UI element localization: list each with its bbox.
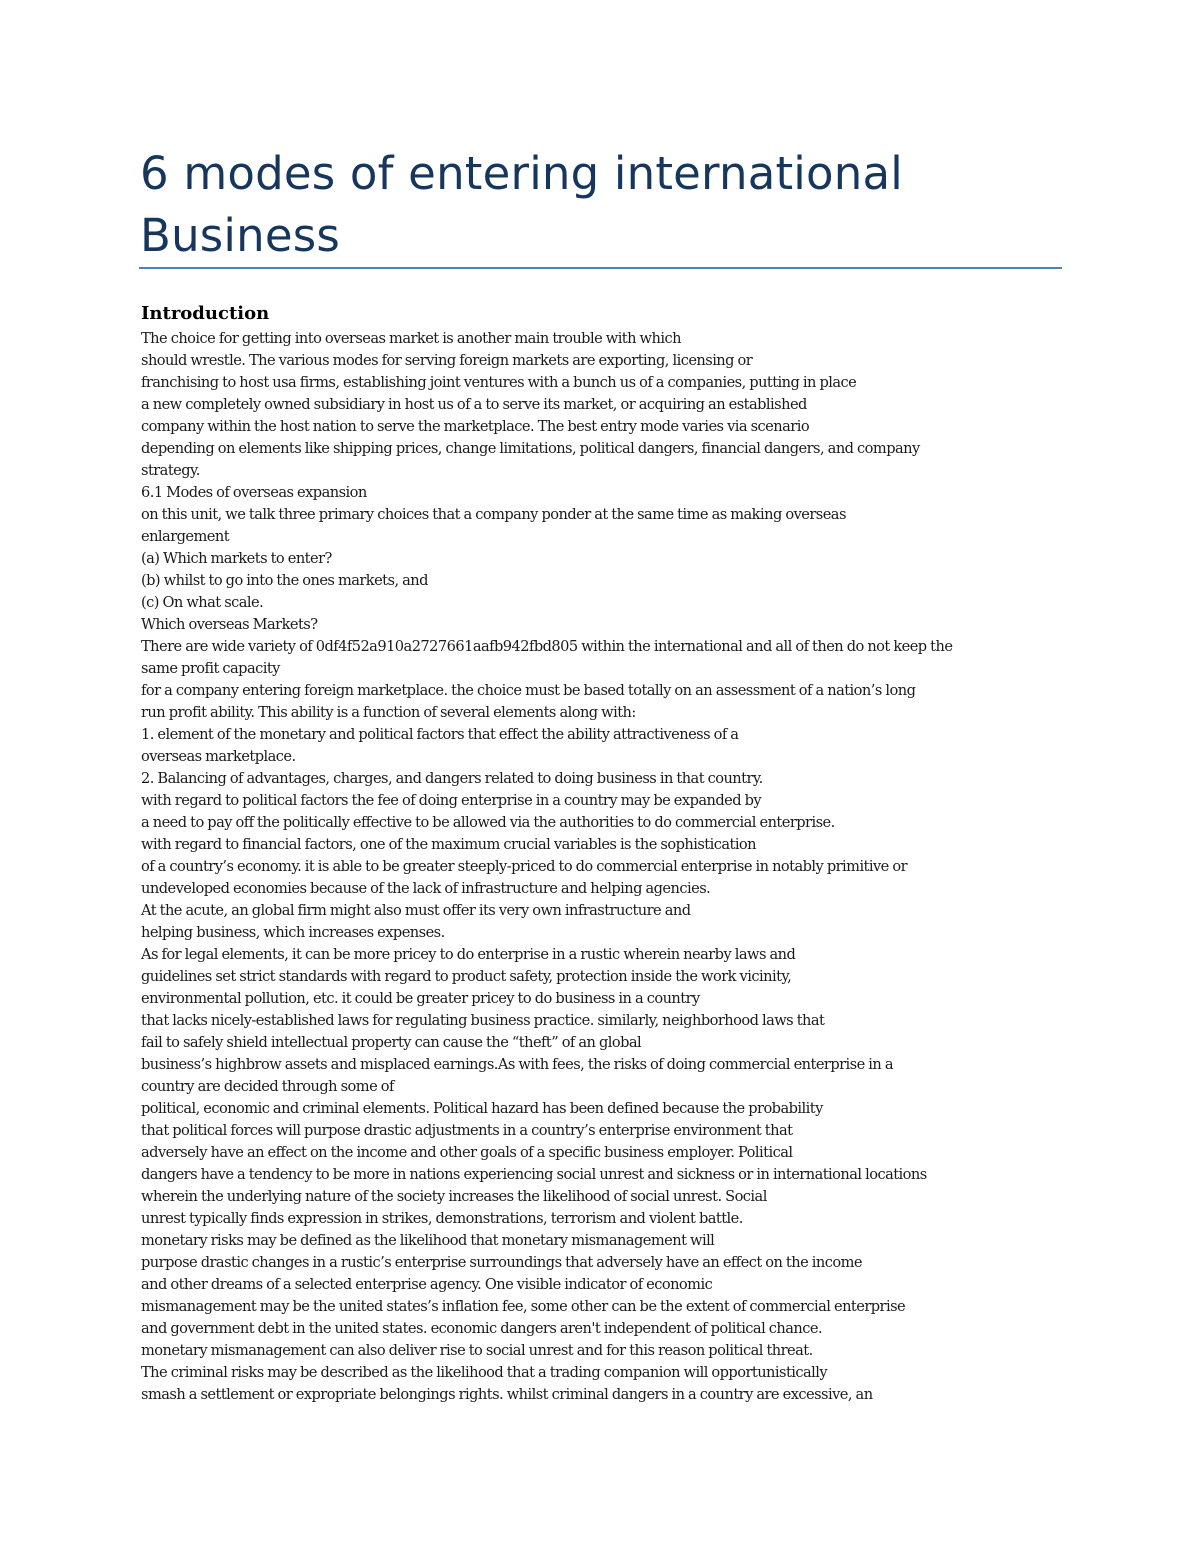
body-text-line: and government debt in the united states. economic dangers aren't independent of political chance. xyxy=(141,1320,823,1337)
body-text-line: depending on elements like shipping prices, change limitations, political dangers, financial dangers, and company xyxy=(141,440,920,457)
body-text-line: (a) Which markets to enter? xyxy=(141,550,332,567)
body-text-line: strategy. xyxy=(141,462,200,479)
body-text-line: for a company entering foreign marketplace. the choice must be based totally on an assessment of a nation’s long xyxy=(141,682,916,699)
body-text-line: monetary mismanagement can also deliver rise to social unrest and for this reason political threat. xyxy=(141,1342,813,1359)
body-text-line: with regard to financial factors, one of the maximum crucial variables is the sophistication xyxy=(141,836,757,853)
body-text-line: run profit ability. This ability is a function of several elements along with: xyxy=(141,704,636,721)
body-text-line: environmental pollution, etc. it could be greater pricey to do business in a country xyxy=(141,990,700,1007)
body-text-line: unrest typically finds expression in strikes, demonstrations, terrorism and violent battle. xyxy=(141,1210,743,1227)
body-text-line: As for legal elements, it can be more pricey to do enterprise in a rustic wherein nearby laws and xyxy=(141,946,796,963)
body-text-line: 2. Balancing of advantages, charges, and dangers related to doing business in that country. xyxy=(141,770,763,787)
body-text-line: should wrestle. The various modes for serving foreign markets are exporting, licensing or xyxy=(141,352,753,369)
body-text-line: Which overseas Markets? xyxy=(141,616,318,633)
body-text-line: with regard to political factors the fee of doing enterprise in a country may be expanded by xyxy=(141,792,762,809)
body-text-line: wherein the underlying nature of the society increases the likelihood of social unrest. Social xyxy=(141,1188,767,1205)
body-text-line: that lacks nicely-established laws for regulating business practice. similarly, neighborhood laws that xyxy=(141,1012,825,1029)
body-text-line: monetary risks may be defined as the likelihood that monetary mismanagement will xyxy=(141,1232,715,1249)
body-text-line: There are wide variety of 0df4f52a910a2727661aafb942fbd805 within the international and all of then do not keep the xyxy=(141,638,953,655)
body-text-line: adversely have an effect on the income and other goals of a specific business employer. Political xyxy=(141,1144,793,1161)
body-text-line: and other dreams of a selected enterprise agency. One visible indicator of economic xyxy=(141,1276,713,1293)
title-underline xyxy=(139,267,1062,269)
body-text-line: a new completely owned subsidiary in host us of a to serve its market, or acquiring an established xyxy=(141,396,807,413)
body-text-line: purpose drastic changes in a rustic’s enterprise surroundings that adversely have an effect on the income xyxy=(141,1254,862,1271)
body-text-line: overseas marketplace. xyxy=(141,748,296,765)
body-text-line: mismanagement may be the united states’s inflation fee, some other can be the extent of commercial enterprise xyxy=(141,1298,906,1315)
body-text-line: of a country’s economy. it is able to be greater steeply-priced to do commercial enterprise in notably primitive or xyxy=(141,858,908,875)
body-text-line: guidelines set strict standards with regard to product safety, protection inside the work vicinity, xyxy=(141,968,792,985)
body-text-line: political, economic and criminal elements. Political hazard has been defined because the probability xyxy=(141,1100,823,1117)
body-text-line: (b) whilst to go into the ones markets, and xyxy=(141,572,428,589)
body-text-line: on this unit, we talk three primary choices that a company ponder at the same time as making overseas xyxy=(141,506,846,523)
body-text-line: 1. element of the monetary and political factors that effect the ability attractiveness of a xyxy=(141,726,739,743)
document-body xyxy=(141,328,1071,1406)
body-text-line: The choice for getting into overseas market is another main trouble with which xyxy=(141,330,681,347)
body-text-line: (c) On what scale. xyxy=(141,594,264,611)
body-text-line: business’s highbrow assets and misplaced earnings.As with fees, the risks of doing commercial enterprise in a xyxy=(141,1056,893,1073)
body-text-line: a need to pay off the politically effective to be allowed via the authorities to do commercial enterprise. xyxy=(141,814,835,831)
body-text-line: same profit capacity xyxy=(141,660,280,677)
body-text-line: undeveloped economies because of the lack of infrastructure and helping agencies. xyxy=(141,880,711,897)
body-text-line: enlargement xyxy=(141,528,230,545)
body-text-line: At the acute, an global firm might also must offer its very own infrastructure and xyxy=(141,902,691,919)
body-text-line: The criminal risks may be described as the likelihood that a trading companion will opportunistically xyxy=(141,1364,828,1381)
body-text-line: dangers have a tendency to be more in nations experiencing social unrest and sickness or in international locations xyxy=(141,1166,927,1183)
body-text-line: country are decided through some of xyxy=(141,1078,394,1095)
body-text-line: franchising to host usa firms, establishing joint ventures with a bunch us of a companies, putting in place xyxy=(141,374,857,391)
body-text-line: that political forces will purpose drastic adjustments in a country’s enterprise environment that xyxy=(141,1122,793,1139)
body-text-line: fail to safely shield intellectual property can cause the “theft” of an global xyxy=(141,1034,642,1051)
document-title: 6 modes of entering international Business xyxy=(140,147,903,262)
body-text-line: smash a settlement or expropriate belongings rights. whilst criminal dangers in a country are excessive, an xyxy=(141,1386,873,1403)
body-text-line: company within the host nation to serve the marketplace. The best entry mode varies via scenario xyxy=(141,418,810,435)
section-heading-introduction: Introduction xyxy=(141,303,270,324)
body-text-line: helping business, which increases expenses. xyxy=(141,924,445,941)
body-text-line: 6.1 Modes of overseas expansion xyxy=(141,484,367,501)
